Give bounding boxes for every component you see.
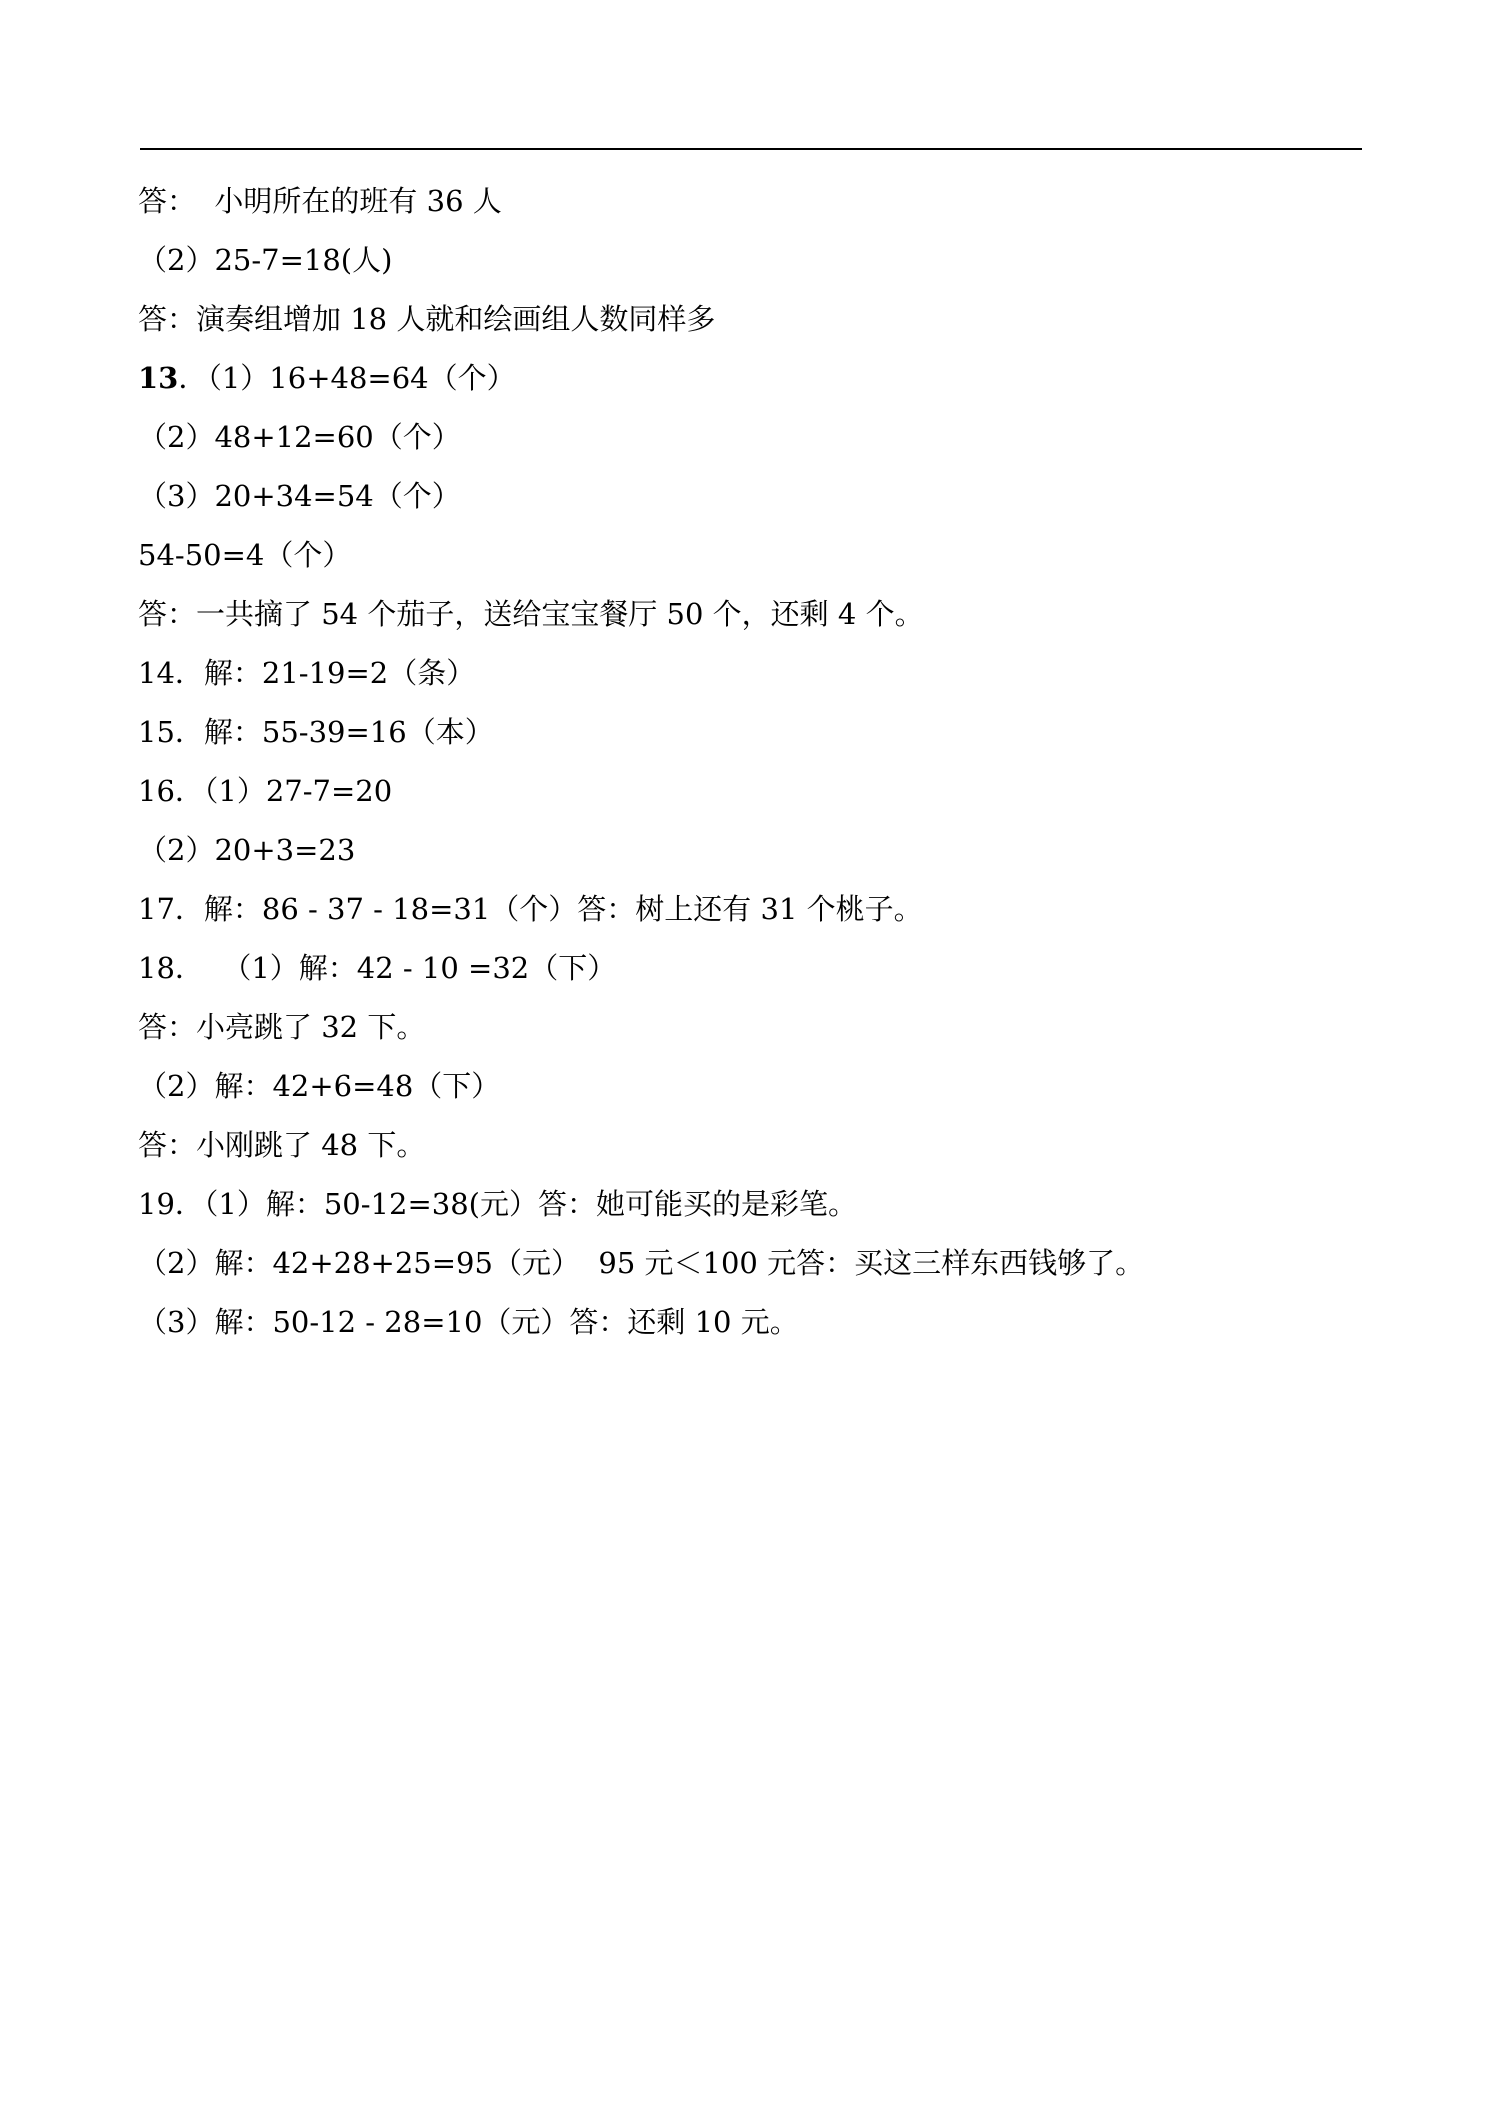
text-line: （2）25-7=18(人) (138, 243, 393, 277)
text-line: 答：一共摘了 54 个茄子，送给宝宝餐厅 50 个，还剩 4 个。 (138, 597, 924, 631)
text-line: （2）解：42+28+25=95（元） 95 元＜100 元答：买这三样东西钱够了。 (138, 1246, 1145, 1280)
text-line: 14．解：21-19=2（条） (138, 656, 476, 690)
text-line: （3）20+34=54（个） (138, 479, 461, 513)
text-line: （2）20+3=23 (138, 833, 356, 867)
text-line: 15．解：55-39=16（本） (138, 715, 494, 749)
text-line: 19．（1）解：50-12=38(元）答：她可能买的是彩笔。 (138, 1187, 857, 1221)
text-line: （3）解：50-12 - 28=10（元）答：还剩 10 元。 (138, 1305, 799, 1339)
text-line: （2）48+12=60（个） (138, 420, 461, 454)
text-line: 答：小亮跳了 32 下。 (138, 1010, 426, 1044)
question-number: 13 (138, 361, 179, 395)
text-line: 答： 小明所在的班有 36 人 (138, 184, 502, 218)
text-line: 54-50=4（个） (138, 538, 352, 572)
header-rule (140, 148, 1362, 150)
answer-body (138, 180, 1368, 1360)
line-text: ．（1）16+48=64（个） (178, 361, 516, 395)
text-line: 18． （1）解：42 - 10 =32（下） (138, 951, 617, 985)
text-line-q13 (138, 357, 1368, 416)
text-line: 答：演奏组增加 18 人就和绘画组人数同样多 (138, 302, 716, 336)
text-line: 答：小刚跳了 48 下。 (138, 1128, 426, 1162)
text-line: （2）解：42+6=48（下） (138, 1069, 501, 1103)
text-line: 16．（1）27-7=20 (138, 774, 393, 808)
text-line: 17．解：86 - 37 - 18=31（个）答：树上还有 31 个桃子。 (138, 892, 923, 926)
